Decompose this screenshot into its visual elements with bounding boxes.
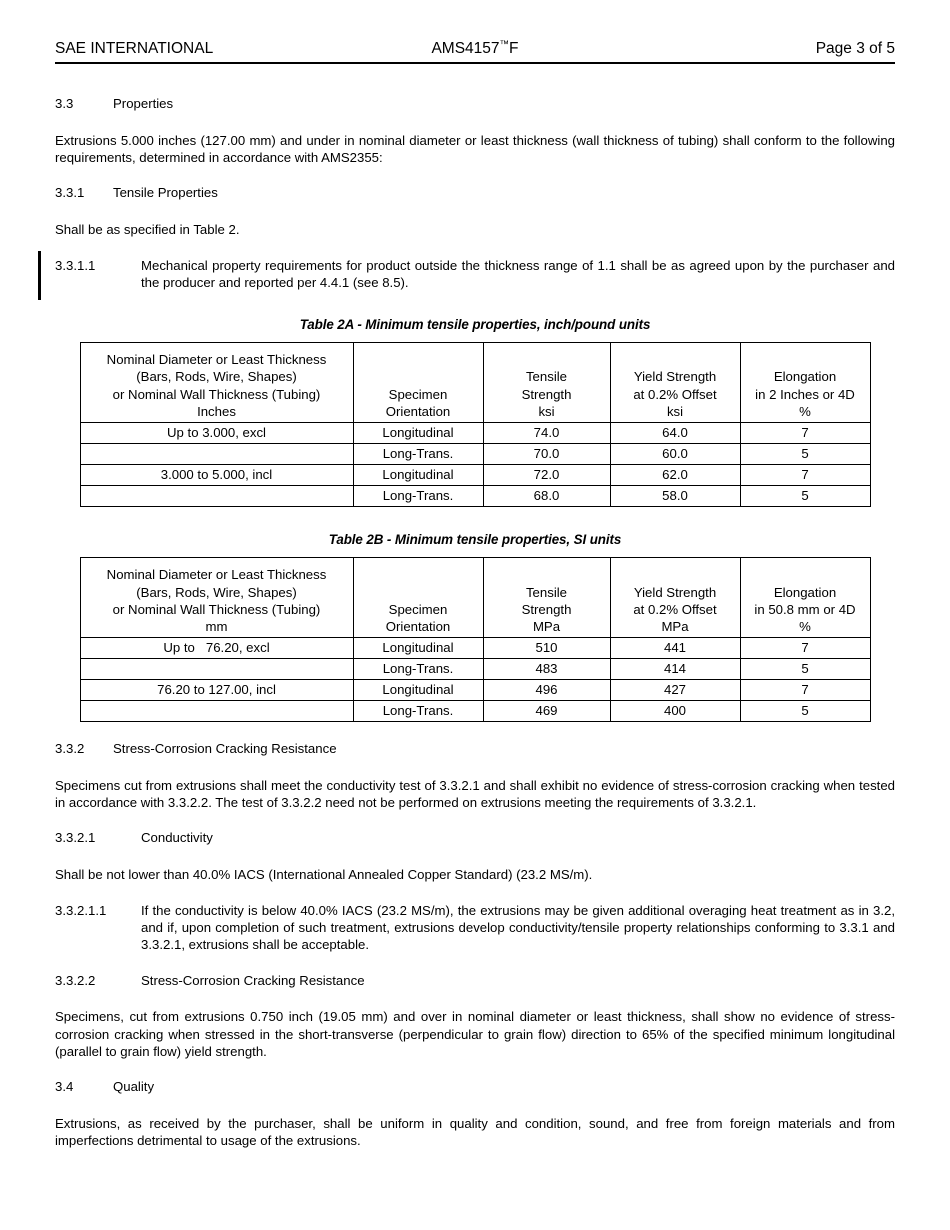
header-line: Elongation xyxy=(773,369,837,385)
section-number: 3.4 xyxy=(55,1078,74,1094)
cell-yield: 58.0 xyxy=(610,485,740,506)
header-line: Nominal Diameter or Least Thickness xyxy=(106,567,327,583)
table-row xyxy=(80,422,870,443)
cell-orientation: Long-Trans. xyxy=(353,443,483,464)
section-title: Quality xyxy=(113,1078,155,1094)
section-heading-3-3-2 xyxy=(55,741,895,758)
cell-elongation: 7 xyxy=(740,422,870,443)
section-heading-3-3-1 xyxy=(55,185,895,202)
paragraph-text: If the conductivity is below 40.0% IACS (23.2 MS/m), the extrusions may be given additional overaging heat treatment as in 3.2, and if, upon completion of such treatment, extrusions develop conductivity/tensile property relationships conforming to 3.3.1 and 3.3.2.1, extrusions shall be acceptable. xyxy=(141,903,895,953)
section-number: 3.3.2.1 xyxy=(55,830,96,846)
table-row xyxy=(80,679,870,700)
header-line: Yield Strength xyxy=(633,584,717,600)
header-line: ksi xyxy=(666,404,684,420)
numbered-paragraph-3-3-2-1-1 xyxy=(55,902,895,953)
table-2a xyxy=(80,342,871,507)
table-2b xyxy=(80,557,871,722)
cell-elongation: 5 xyxy=(740,485,870,506)
section-number: 3.3.2 xyxy=(55,740,85,756)
header-line: in 2 Inches or 4D xyxy=(755,386,855,402)
paragraph-text: Mechanical property requirements for product outside the thickness range of 1.1 shall be as agreed upon by the purchaser and the producer and reported per 4.4.1 (see 8.5). xyxy=(141,258,895,291)
header-line: Specimen xyxy=(388,602,448,618)
header-line: mm xyxy=(205,619,228,635)
cell-yield: 62.0 xyxy=(610,464,740,485)
page-header xyxy=(55,0,895,78)
cell-thickness xyxy=(80,443,353,464)
cell-orientation: Longitudinal xyxy=(353,679,483,700)
cell-orientation: Longitudinal xyxy=(353,422,483,443)
header-line: (Bars, Rods, Wire, Shapes) xyxy=(136,584,297,600)
cell-orientation: Longitudinal xyxy=(353,464,483,485)
revision-change-bar xyxy=(38,251,41,299)
table-row xyxy=(80,700,870,721)
section-number: 3.3.2.1.1 xyxy=(55,903,107,919)
section-title: Stress-Corrosion Cracking Resistance xyxy=(141,972,365,988)
header-line: Strength xyxy=(521,386,572,402)
section-heading-3-3-2-1 xyxy=(55,830,895,847)
header-line: at 0.2% Offset xyxy=(633,602,717,618)
column-header-elongation xyxy=(740,342,870,422)
header-line: (Bars, Rods, Wire, Shapes) xyxy=(136,369,297,385)
header-line: % xyxy=(799,619,811,635)
page-number: Page 3 of 5 xyxy=(815,40,895,57)
cell-thickness: Up to 3.000, excl xyxy=(80,422,353,443)
cell-yield: 60.0 xyxy=(610,443,740,464)
cell-elongation: 5 xyxy=(740,658,870,679)
paragraph-3-3: Extrusions 5.000 inches (127.00 mm) and under in nominal diameter or least thickness (wall thickness of tubing) shall conform to the following requirements, determined in accordance with AMS2355: xyxy=(55,132,895,166)
table-header-row xyxy=(80,342,870,422)
section-title: Properties xyxy=(113,96,174,111)
column-header-specimen-orientation xyxy=(353,342,483,422)
header-line: Inches xyxy=(197,404,236,420)
section-number: 3.3.1 xyxy=(55,185,85,201)
paragraph-3-3-2-1: Shall be not lower than 40.0% IACS (International Annealed Copper Standard) (23.2 MS/m). xyxy=(55,866,593,882)
cell-thickness: Up to 76.20, excl xyxy=(80,637,353,658)
cell-tensile: 469 xyxy=(483,700,610,721)
section-title: Tensile Properties xyxy=(113,185,218,201)
cell-elongation: 5 xyxy=(740,443,870,464)
cell-yield: 64.0 xyxy=(610,422,740,443)
section-number: 3.3.1.1 xyxy=(55,258,96,274)
header-line: Specimen xyxy=(388,386,448,402)
organization-name: SAE INTERNATIONAL xyxy=(55,40,214,57)
cell-thickness xyxy=(80,700,353,721)
table-row xyxy=(80,637,870,658)
header-line: Strength xyxy=(521,602,572,618)
cell-elongation: 7 xyxy=(740,679,870,700)
section-heading-3-3-2-2 xyxy=(55,973,895,990)
table-row xyxy=(80,443,870,464)
header-line: ksi xyxy=(538,404,555,420)
header-line: Nominal Diameter or Least Thickness xyxy=(106,352,327,368)
column-header-specimen-orientation xyxy=(353,557,483,637)
cell-yield: 441 xyxy=(610,637,740,658)
cell-elongation: 5 xyxy=(740,700,870,721)
document-number-text: AMS4157 xyxy=(431,40,500,58)
document-revision: F xyxy=(509,40,519,58)
paragraph-3-3-2: Specimens cut from extrusions shall meet the conductivity test of 3.3.2.1 and shall exhibit no evidence of stress-corrosion cracking when tested in accordance with 3.3.2.2. The test of 3.3.2.2 need not be performed on extrusions meeting the requirements of 3.3.2.1. xyxy=(55,777,895,810)
cell-yield: 427 xyxy=(610,679,740,700)
table-2a-title: Table 2A - Minimum tensile properties, inch/pound units xyxy=(299,316,651,332)
cell-orientation: Long-Trans. xyxy=(353,658,483,679)
cell-tensile: 72.0 xyxy=(483,464,610,485)
column-header-tensile-strength xyxy=(483,342,610,422)
column-header-nominal-diameter xyxy=(80,342,353,422)
header-line: or Nominal Wall Thickness (Tubing) xyxy=(112,602,321,618)
header-line: at 0.2% Offset xyxy=(633,386,717,402)
cell-thickness xyxy=(80,485,353,506)
cell-orientation: Long-Trans. xyxy=(353,485,483,506)
header-line: Elongation xyxy=(773,584,837,600)
cell-yield: 400 xyxy=(610,700,740,721)
header-line: Yield Strength xyxy=(633,369,717,385)
section-heading-3-4 xyxy=(55,1079,895,1096)
column-header-tensile-strength xyxy=(483,557,610,637)
column-header-nominal-diameter xyxy=(80,557,353,637)
cell-thickness xyxy=(80,658,353,679)
cell-tensile: 70.0 xyxy=(483,443,610,464)
header-divider xyxy=(55,62,895,64)
cell-elongation: 7 xyxy=(740,637,870,658)
table-row xyxy=(80,464,870,485)
header-line: or Nominal Wall Thickness (Tubing) xyxy=(112,386,321,402)
section-title: Stress-Corrosion Cracking Resistance xyxy=(113,740,337,756)
cell-yield: 414 xyxy=(610,658,740,679)
table-row xyxy=(80,485,870,506)
header-line: Tensile xyxy=(525,584,568,600)
cell-tensile: 483 xyxy=(483,658,610,679)
section-number: 3.3.2.2 xyxy=(55,972,96,988)
cell-tensile: 68.0 xyxy=(483,485,610,506)
header-line: % xyxy=(799,404,811,420)
table-2b-title: Table 2B - Minimum tensile properties, SI units xyxy=(328,531,622,547)
header-line: MPa xyxy=(661,619,689,635)
column-header-elongation xyxy=(740,557,870,637)
paragraph-3-3-2-2: Specimens, cut from extrusions 0.750 inch (19.05 mm) and over in nominal diameter or least thickness, shall show no evidence of stress-corrosion cracking when stressed in the short-transverse (perpendicular to grain flow) direction to 65% of the specified minimum longitudinal (parallel to grain flow) yield strength. xyxy=(55,1009,895,1059)
header-line: Orientation xyxy=(385,404,451,420)
cell-tensile: 496 xyxy=(483,679,610,700)
paragraph-3-3-1: Shall be as specified in Table 2. xyxy=(55,222,240,238)
paragraph-3-4: Extrusions, as received by the purchaser, shall be uniform in quality and condition, sound, and free from foreign materials and from imperfections detrimental to usage of the extrusions. xyxy=(55,1115,895,1148)
document-body xyxy=(55,78,895,1149)
cell-thickness: 76.20 to 127.00, incl xyxy=(80,679,353,700)
cell-orientation: Longitudinal xyxy=(353,637,483,658)
cell-elongation: 7 xyxy=(740,464,870,485)
column-header-yield-strength xyxy=(610,557,740,637)
trademark-icon: ™ xyxy=(499,39,510,50)
cell-orientation: Long-Trans. xyxy=(353,700,483,721)
section-heading-3-3 xyxy=(55,96,895,113)
header-line: Orientation xyxy=(385,619,451,635)
table-row xyxy=(80,658,870,679)
numbered-paragraph-3-3-1-1 xyxy=(55,257,895,291)
table-header-row xyxy=(80,557,870,637)
section-number: 3.3 xyxy=(55,96,74,111)
cell-tensile: 74.0 xyxy=(483,422,610,443)
column-header-yield-strength xyxy=(610,342,740,422)
header-line: in 50.8 mm or 4D xyxy=(754,602,856,618)
header-line: MPa xyxy=(532,619,561,635)
section-title: Conductivity xyxy=(141,830,213,846)
header-line: Tensile xyxy=(525,369,568,385)
cell-tensile: 510 xyxy=(483,637,610,658)
cell-thickness: 3.000 to 5.000, incl xyxy=(80,464,353,485)
